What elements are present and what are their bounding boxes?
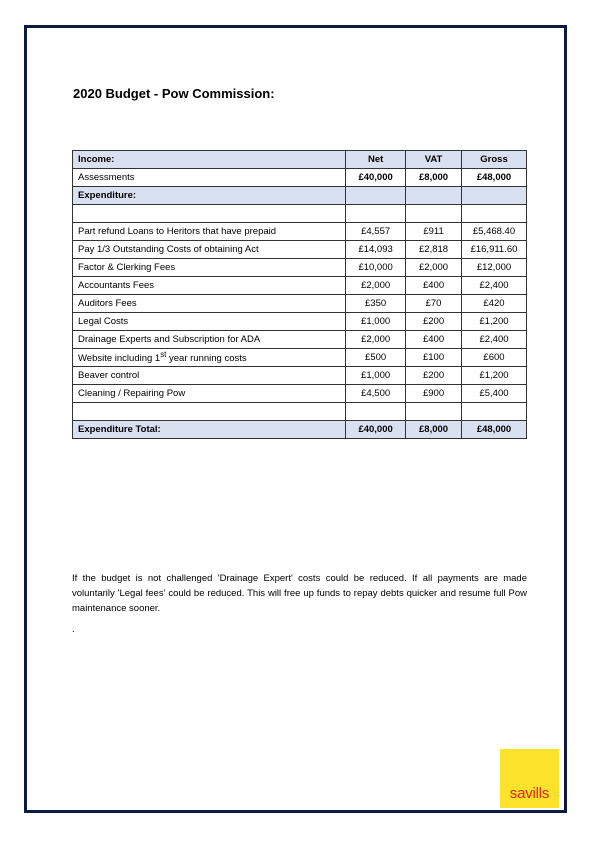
gross-value: £2,400 <box>462 277 527 295</box>
net-value: £2,000 <box>346 331 406 349</box>
vat-value: £8,000 <box>406 169 462 187</box>
row-label: Auditors Fees <box>73 295 346 313</box>
table-row <box>73 331 527 349</box>
gross-value: £1,200 <box>462 313 527 331</box>
spacer-row <box>73 205 527 223</box>
vat-value: £900 <box>406 385 462 403</box>
net-value: £4,557 <box>346 223 406 241</box>
row-label: Factor & Clerking Fees <box>73 259 346 277</box>
table-row <box>73 349 527 367</box>
total-gross-value: £48,000 <box>462 421 527 439</box>
gross-value: £2,400 <box>462 331 527 349</box>
trailing-mark: . <box>72 624 75 635</box>
net-value: £4,500 <box>346 385 406 403</box>
page-title: 2020 Budget - Pow Commission: <box>73 86 275 101</box>
row-label: Assessments <box>73 169 346 187</box>
total-vat-value: £8,000 <box>406 421 462 439</box>
gross-value: £420 <box>462 295 527 313</box>
row-label: Drainage Experts and Subscription for ADA <box>73 331 346 349</box>
net-value: £2,000 <box>346 277 406 295</box>
row-label-post: year running costs <box>166 353 247 365</box>
table-row <box>73 169 527 187</box>
vat-value: £400 <box>406 277 462 295</box>
row-label: Accountants Fees <box>73 277 346 295</box>
column-header-vat: VAT <box>406 151 462 169</box>
row-label-pre: Website including 1 <box>78 353 161 365</box>
row-label-superscript: st <box>160 350 167 360</box>
expenditure-label: Expenditure: <box>73 187 346 205</box>
spacer-row <box>73 403 527 421</box>
net-value: £500 <box>346 349 406 367</box>
gross-value: £48,000 <box>462 169 527 187</box>
budget-table <box>72 150 527 439</box>
net-value: £40,000 <box>346 169 406 187</box>
vat-value: £911 <box>406 223 462 241</box>
table-row <box>73 241 527 259</box>
income-header-row <box>73 151 527 169</box>
table-row <box>73 385 527 403</box>
net-value: £14,093 <box>346 241 406 259</box>
expenditure-header-row <box>73 187 527 205</box>
row-label: Beaver control <box>73 367 346 385</box>
savills-logo <box>500 749 559 808</box>
vat-value: £2,000 <box>406 259 462 277</box>
expenditure-total-row <box>73 421 527 439</box>
table-row <box>73 295 527 313</box>
row-label: Legal Costs <box>73 313 346 331</box>
vat-value: £70 <box>406 295 462 313</box>
net-value: £10,000 <box>346 259 406 277</box>
row-label: Pay 1/3 Outstanding Costs of obtaining Act <box>73 241 346 259</box>
row-label: Part refund Loans to Heritors that have prepaid <box>73 223 346 241</box>
gross-value: £600 <box>462 349 527 367</box>
vat-value: £100 <box>406 349 462 367</box>
vat-value: £400 <box>406 331 462 349</box>
income-label: Income: <box>73 151 346 169</box>
column-header-net: Net <box>346 151 406 169</box>
gross-value: £1,200 <box>462 367 527 385</box>
column-header-gross: Gross <box>462 151 527 169</box>
table-row <box>73 277 527 295</box>
gross-value: £5,400 <box>462 385 527 403</box>
total-net-value: £40,000 <box>346 421 406 439</box>
gross-value: £5,468.40 <box>462 223 527 241</box>
table-row <box>73 223 527 241</box>
table-row <box>73 367 527 385</box>
gross-value: £16,911.60 <box>462 241 527 259</box>
row-label: Cleaning / Repairing Pow <box>73 385 346 403</box>
table-row <box>73 313 527 331</box>
gross-value: £12,000 <box>462 259 527 277</box>
vat-value: £2,818 <box>406 241 462 259</box>
net-value: £1,000 <box>346 367 406 385</box>
table-row <box>73 259 527 277</box>
vat-value: £200 <box>406 313 462 331</box>
net-value: £1,000 <box>346 313 406 331</box>
logo-text: savills <box>509 785 550 802</box>
budget-note: If the budget is not challenged 'Drainage Expert' costs could be reduced. If all payments are made voluntarily 'Legal fees' could be reduced. This will free up funds to repay debts quicker and resume full Pow maintenance sooner. <box>72 573 527 614</box>
vat-value: £200 <box>406 367 462 385</box>
total-label: Expenditure Total: <box>73 421 346 439</box>
net-value: £350 <box>346 295 406 313</box>
row-label <box>73 349 346 367</box>
